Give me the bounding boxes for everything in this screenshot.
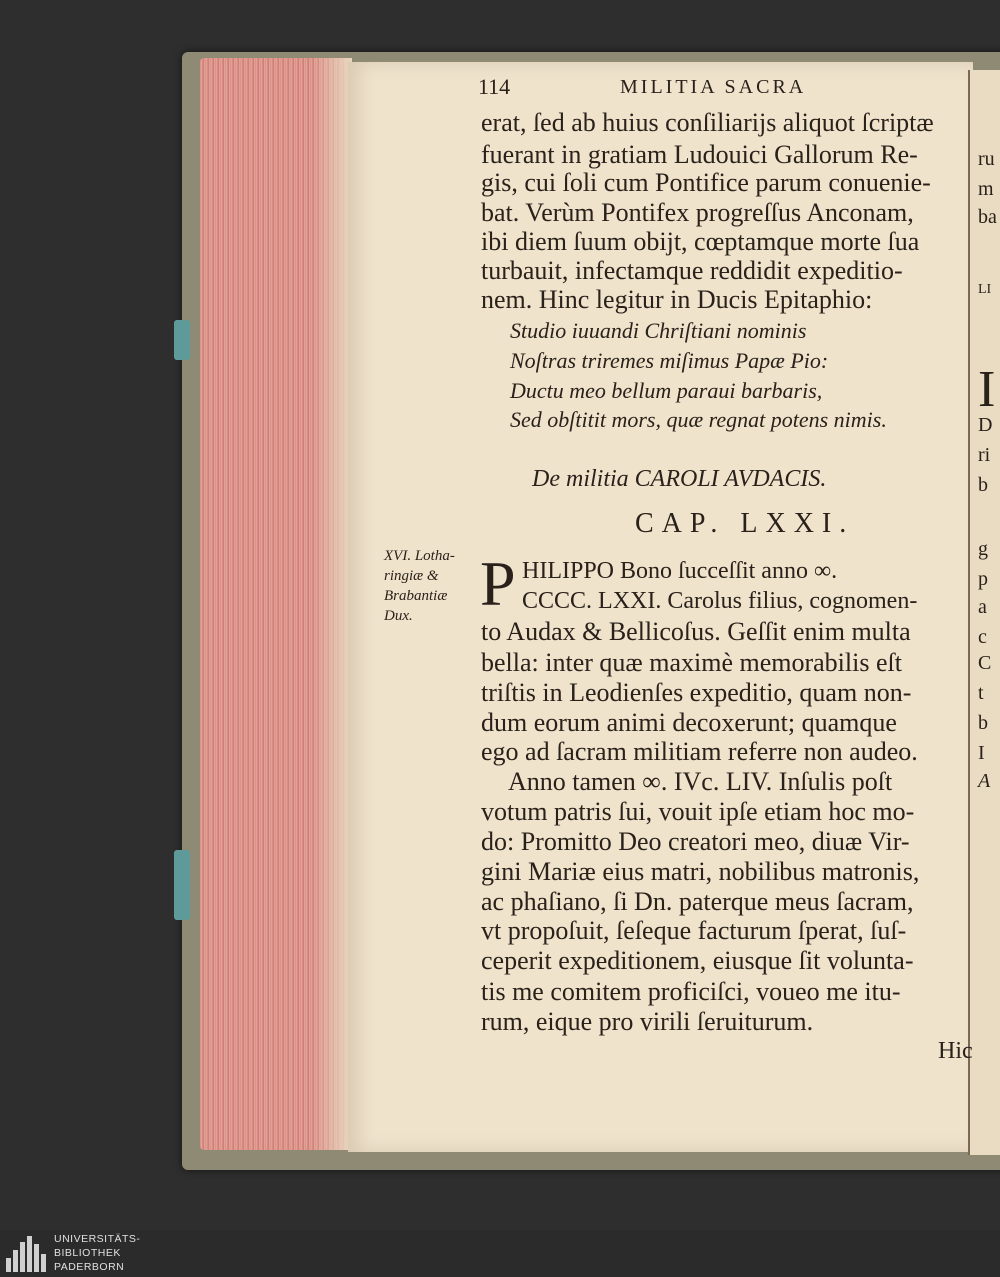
text-line: dum eorum animi decoxerunt; quamque <box>481 708 897 737</box>
facing-page-fragment: I <box>978 361 996 418</box>
drop-capital: P <box>480 548 516 619</box>
text-line: nem. Hinc legitur in Ducis Epitaphio: <box>481 285 873 314</box>
text-line: tis me comitem proficiſci, voueo me itu- <box>481 977 901 1006</box>
text-line: vt propoſuit, ſeſeque facturum ſperat, ſuſ- <box>481 916 907 945</box>
chapter-heading: CAP. LXXI. <box>635 508 855 539</box>
facing-page-fragment: b <box>978 712 988 734</box>
text-line: erat, ſed ab huius conſiliarijs aliquot ſcriptæ <box>481 108 934 137</box>
facing-page-fragment: I <box>978 742 985 764</box>
marginal-note-line: XVI. Lotha- <box>384 548 455 564</box>
text-line: triſtis in Leodienſes expeditio, quam non- <box>481 678 912 707</box>
section-title: De militia CAROLI AVDACIS. <box>532 466 827 492</box>
library-footer <box>0 1230 1000 1277</box>
facing-page-fragment: m <box>978 178 994 200</box>
text-line: rum, eique pro virili ſeruiturum. <box>481 1007 814 1036</box>
facing-page-fragment: p <box>978 568 988 590</box>
text-line: ac phaſiano, ſi Dn. paterque meus ſacram, <box>481 887 914 916</box>
text-line: turbauit, infectamque reddidit expeditio- <box>481 256 903 285</box>
text-line: bat. Verùm Pontifex progreſſus Anconam, <box>481 198 914 227</box>
text-line: Anno tamen ∞. IVc. LIV. Inſulis poſt <box>508 767 893 796</box>
marginal-note-line: ringiæ & <box>384 568 439 584</box>
facing-page-fragment: LI <box>978 282 992 297</box>
catchword: Hic <box>938 1038 973 1064</box>
page-edges <box>200 58 352 1150</box>
page-number: 114 <box>478 74 511 99</box>
text-line: ceperit expeditionem, eiusque ſit volunta- <box>481 946 914 975</box>
marginal-note-line: Brabantiæ <box>384 588 448 604</box>
facing-page-fragment: b <box>978 474 988 496</box>
university-library-logo-icon <box>6 1236 50 1272</box>
text-line: votum patris ſui, vouit ipſe etiam hoc mo- <box>481 797 915 826</box>
epitaph-verse: Noſtras triremes miſimus Papæ Pio: <box>510 348 829 373</box>
facing-page-fragment: t <box>978 682 984 704</box>
facing-page-fragment: ri <box>978 444 991 466</box>
text-line: gini Mariæ eius matri, nobilibus matronis, <box>481 857 920 886</box>
text-line: ego ad ſacram militiam referre non audeo. <box>481 737 918 766</box>
facing-page-fragment: ru <box>978 148 995 170</box>
library-name-line: BIBLIOTHEK <box>54 1247 121 1259</box>
running-head: MILITIA SACRA <box>620 76 807 98</box>
marginal-note-line: Dux. <box>384 608 413 624</box>
library-name-line: UNIVERSITÄTS- <box>54 1233 141 1245</box>
epitaph-verse: Ductu meo bellum paraui barbaris, <box>510 378 823 403</box>
text-line: to Audax & Bellicoſus. Geſſit enim multa <box>481 617 911 646</box>
facing-page-fragment: A <box>978 770 991 792</box>
facing-page-fragment: D <box>978 414 993 436</box>
bookmark-ribbon-lower <box>174 850 190 920</box>
text-line: do: Promitto Deo creatori meo, diuæ Vir- <box>481 827 910 856</box>
text-line: fuerant in gratiam Ludouici Gallorum Re- <box>481 140 918 169</box>
text-line: gis, cui ſoli cum Pontifice parum conuenie- <box>481 168 931 197</box>
epitaph-verse: Studio iuuandi Chriſtiani nominis <box>510 318 807 343</box>
library-name-line: PADERBORN <box>54 1261 125 1273</box>
facing-page-fragment: a <box>978 596 987 618</box>
facing-page-fragment: ba <box>978 206 997 228</box>
facing-page-fragment: C <box>978 652 992 674</box>
bookmark-ribbon <box>174 320 190 360</box>
text-line: ibi diem ſuum obijt, cœptamque morte ſua <box>481 227 920 256</box>
text-line: bella: inter quæ maximè memorabilis eſt <box>481 648 902 677</box>
facing-page-fragment: c <box>978 626 987 648</box>
text-line: CCCC. LXXI. Carolus filius, cognomen- <box>522 588 918 614</box>
epitaph-verse: Sed obſtitit mors, quæ regnat potens nimis. <box>510 407 887 432</box>
facing-page-fragment: g <box>978 538 988 560</box>
text-line: HILIPPO Bono ſucceſſit anno ∞. <box>522 558 838 584</box>
